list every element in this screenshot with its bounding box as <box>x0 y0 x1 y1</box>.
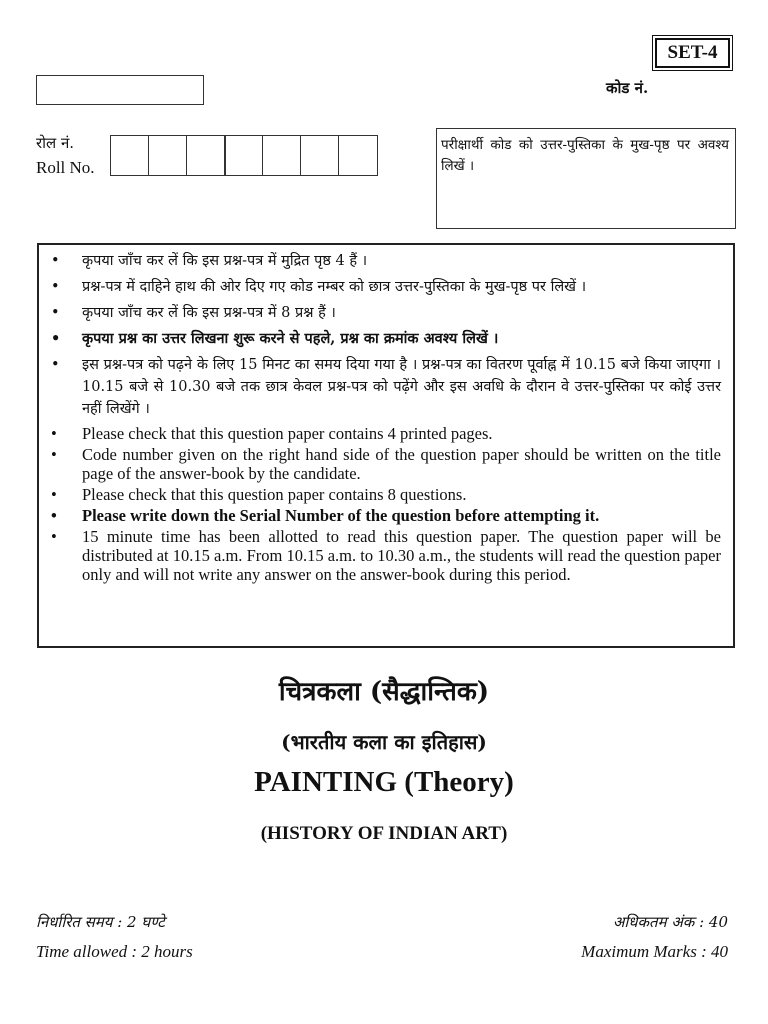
instruction-item-hi: • कृपया जाँच कर लें कि इस प्रश्न-पत्र में 8 प्रश्न हैं । <box>47 302 721 324</box>
instructions-box <box>37 243 735 648</box>
set-label: SET-4 <box>655 38 730 68</box>
subject-title-hindi: चित्रकला (सैद्धान्तिक) <box>278 677 490 707</box>
roll-cell <box>263 136 301 175</box>
instruction-item-hi: • इस प्रश्न-पत्र को पढ़ने के लिए 15 मिनट का समय दिया गया है । प्रश्न-पत्र का वितरण पूर्वाह्न में 10.15 बजे किया जाएगा । 10.15 बजे से 10.30 बजे तक छात्र केवल प्रश्न-पत्र को पढ़ेंगे और इस अवधि के दौरान वे उत्तर-पुस्तिका पर कोई उत्तर नहीं लिखेंगे । <box>47 354 721 420</box>
instruction-item-en: • Code number given on the right hand side of the question paper should be written on the title page of the answer-book by the candidate. <box>47 445 721 483</box>
roll-number-grid <box>110 135 378 176</box>
roll-cell <box>225 136 263 175</box>
code-number-box <box>36 75 204 105</box>
code-label: कोड नं. <box>606 79 649 97</box>
instructions-list <box>47 250 721 584</box>
subject-title-english: PAINTING (Theory) <box>254 766 514 798</box>
max-marks-hindi: अधिकतम अंक : 40 <box>612 913 728 931</box>
roll-cell <box>149 136 187 175</box>
subject-subtitle-english: (HISTORY OF INDIAN ART) <box>260 823 508 844</box>
instruction-item-en: • 15 minute time has been allotted to read this question paper. The question paper will be distributed at 10.15 a.m. From 10.15 a.m. to 10.30 a.m., the students will read the question paper only and will not write any answer on the answer-book during this period. <box>47 527 721 584</box>
roll-cell <box>187 136 225 175</box>
time-allowed-english: Time allowed : 2 hours <box>36 942 193 961</box>
instruction-item-hi: • कृपया प्रश्न का उत्तर लिखना शुरू करने से पहले, प्रश्न का क्रमांक अवश्य लिखें । <box>47 328 721 350</box>
instruction-item-hi: • कृपया जाँच कर लें कि इस प्रश्न-पत्र में मुद्रित पृष्ठ 4 हैं । <box>47 250 721 272</box>
instruction-item-hi: • प्रश्न-पत्र में दाहिने हाथ की ओर दिए गए कोड नम्बर को छात्र उत्तर-पुस्तिका के मुख-पृष्ठ पर लिखें । <box>47 276 721 298</box>
roll-cell <box>111 136 149 175</box>
roll-label-english: Roll No. <box>36 158 95 177</box>
time-allowed-hindi: निर्धारित समय : 2 घण्टे <box>36 913 165 931</box>
code-note-box: परीक्षार्थी कोड को उत्तर-पुस्तिका के मुख-पृष्ठ पर अवश्य लिखें । <box>436 128 736 229</box>
subject-subtitle-hindi: (भारतीय कला का इतिहास) <box>281 730 487 754</box>
roll-label-hindi: रोल नं. <box>36 134 75 152</box>
instruction-item-en: • Please write down the Serial Number of the question before attempting it. <box>47 506 721 525</box>
instruction-item-en: • Please check that this question paper contains 8 questions. <box>47 485 721 504</box>
max-marks-english: Maximum Marks : 40 <box>581 942 728 961</box>
instruction-item-en: • Please check that this question paper contains 4 printed pages. <box>47 424 721 443</box>
roll-cell <box>301 136 339 175</box>
roll-cell <box>339 136 377 175</box>
